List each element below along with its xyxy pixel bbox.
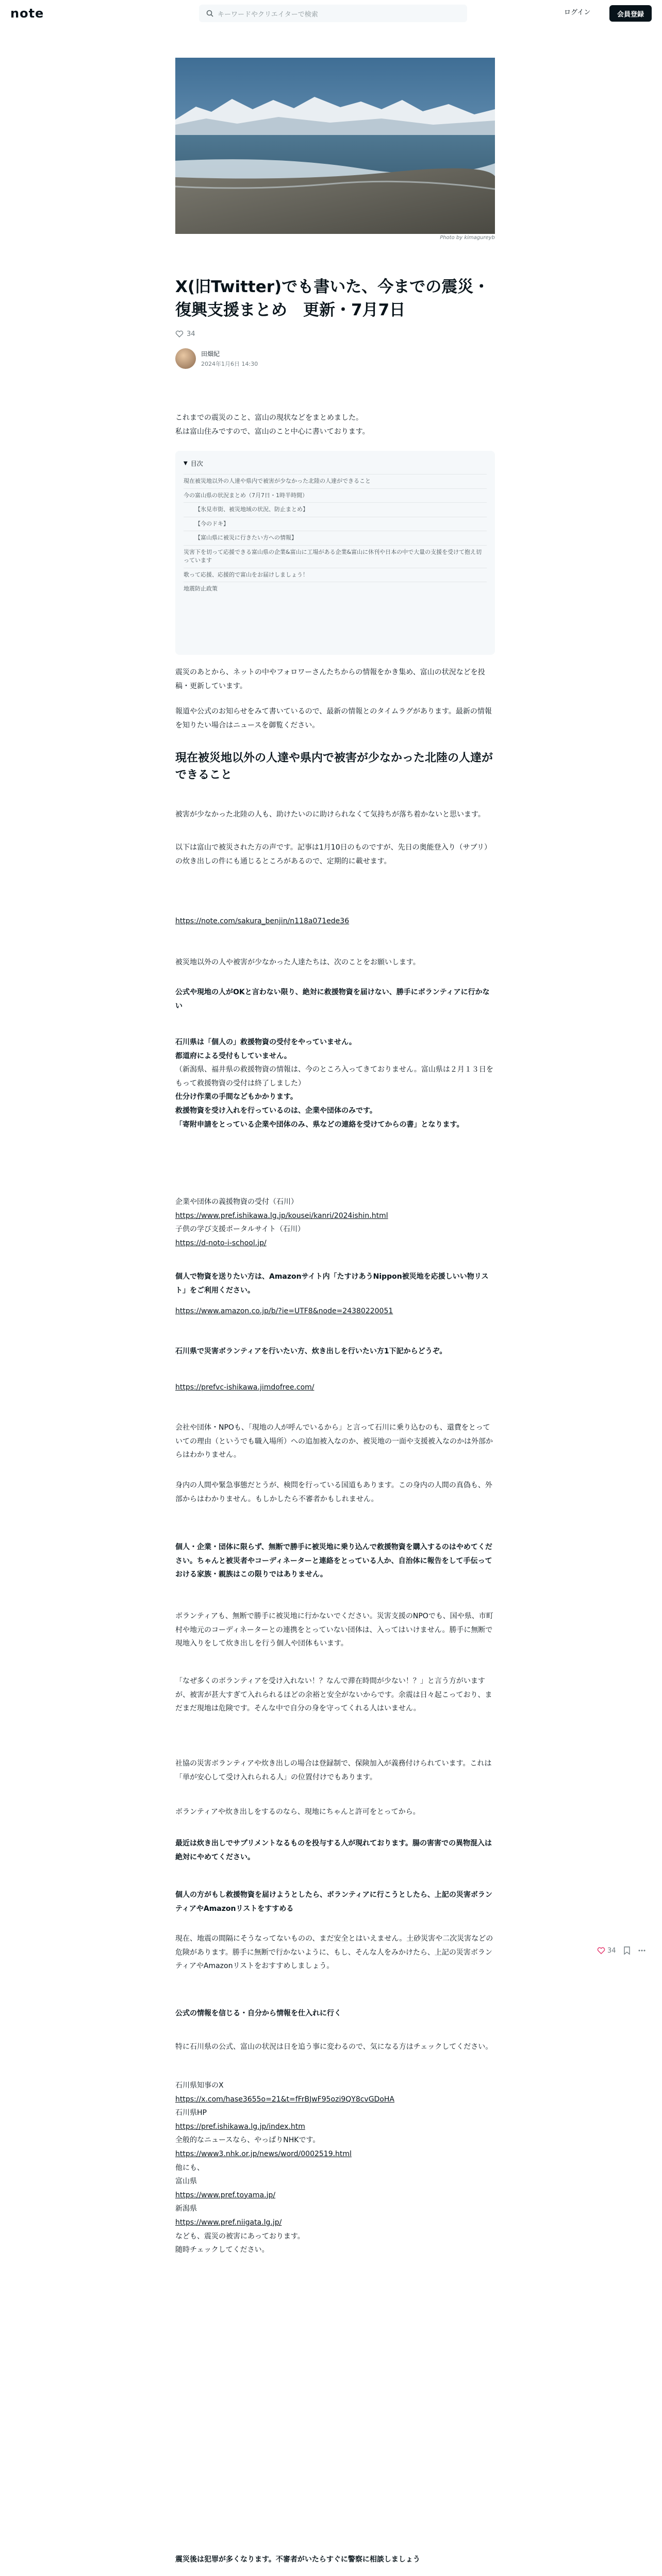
chevron-down-icon: ▼ [184, 461, 188, 466]
body-paragraph: 「なぜ多くのボランティアを受け入れない！？なんで滞在時間が少ない！？」と言う方がいますが、被害が甚大すぎて入れられるほどの余裕と安全がないからです。余震は日々起こっており、まだまだ現地は危険です。そんな中で自分の身を守ってくれる人はいません。 [175, 1677, 492, 1713]
toc-label: 目次 [190, 460, 203, 467]
body-paragraph: 被災地以外の人や被害が少なかった人達たちは、次のことをお願いします。 [175, 958, 420, 967]
notice-line: 都道府による受付もしていません。 [175, 1052, 291, 1060]
notice-line: 「寄附申請をとっている企業や団体のみ、県などの連絡を受けてからの書」となります。 [175, 1120, 464, 1129]
toc-item[interactable]: 【富山県に被災に行きたい方への情報】 [184, 531, 487, 545]
link-label: 随時チェックしてください。 [175, 2246, 269, 2255]
body-paragraph: 最近は炊き出しでサプリメントなるものを投与する人が現れております。腸の害害での異物混入は絶対にやめてください。 [175, 1839, 492, 1861]
official-links [175, 2079, 495, 2257]
like-count: 34 [187, 330, 195, 338]
link-label: 石川県HP [175, 2109, 207, 2117]
body-paragraph: 社協の災害ボランティアや炊き出しの場合は登録制で、保険加入が義務付けられています。これは「単が安心して受け入れられる人」の位置付けでもあります。 [175, 1759, 492, 1782]
author-block[interactable] [175, 348, 258, 369]
article-title: X(旧Twitter)でも書いた、今までの震災・復興支援まとめ 更新・7月7日 [175, 278, 490, 319]
body-paragraph: 石川県で災害ボランティアを行いたい方、炊き出しを行いたい方1下記からどうぞ。 [175, 1347, 447, 1355]
note-logo[interactable]: note [10, 6, 44, 21]
body-paragraph: 個人の方がもし救援物資を届けようとしたら、ボランティアに行こうとしたら、上記の災害ボランティアやAmazonリストをすすめる [175, 1891, 492, 1913]
article-link[interactable]: https://x.com/hase3655o=21&t=fFrBJwF95ozi9QY8cvGDoHA [175, 2095, 395, 2104]
link-label: 子供の学び支援ポータルサイト（石川） [175, 1225, 305, 1234]
toc-item[interactable]: 地震防止政策 [184, 582, 487, 596]
body-paragraph: 個人で物資を送りたい方は、Amazonサイト内「たすけあうNippon被災地を応援しいい物リスト」をご利用ください。 [175, 1273, 489, 1295]
bookmark-icon[interactable] [623, 1946, 631, 1955]
table-of-contents [175, 451, 495, 655]
body-paragraph: 現在、地震の間隔にそうなってないものの、まだ安全とはいえません。土砂災害や二次災害などの危険があります。勝手に無断で行かないように、もし、そんな人をみかけたら、上記の災害ボランティアやAmazonリストをおすすめしましょう。 [175, 1935, 493, 1971]
body-paragraph: 身内の人間や緊急事態だとうが、検問を行っている国道もあります。この身内の人間の真偽も、外部からはわかりません。もしかしたら不審者かもしれません。 [175, 1481, 492, 1503]
toc-item[interactable]: 災害下を切って応援できる富山県の企業&富山に工場がある企業&富山に休刊や日本の中で大量の支援を受けて抱え切っています [184, 545, 487, 568]
article-link[interactable]: https://prefvc-ishikawa.jimdofree.com/ [175, 1383, 315, 1392]
site-header [0, 0, 662, 27]
login-link[interactable]: ログイン [564, 9, 591, 16]
notice-block [175, 1036, 495, 1131]
intro-line: これまでの震災のこと、富山の現状などをまとめました。 [175, 414, 363, 422]
notice-line: 仕分け作業の手間などもかかります。 [175, 1093, 297, 1101]
section-heading: 現在被災地以外の人達や県内で被害が少なかった北陸の人達ができること [175, 752, 493, 782]
article-link[interactable]: https://www3.nhk.or.jp/news/word/0002519.html [175, 2149, 352, 2158]
toc-item[interactable]: 今の富山県の状況まとめ（7月7日・1時半時間） [184, 488, 487, 503]
body-paragraph: ボランティアや炊き出しをするのなら、現地にちゃんと許可をとってから。 [175, 1808, 420, 1816]
article-link[interactable]: https://www.pref.toyama.jp/ [175, 2191, 276, 2199]
body-paragraph: 個人・企業・団体に限らず、無断で勝手に被災地に乗り込んで救援物資を購入するのはやめてください。ちゃんと被災者やコーディネーターと連絡をとっている人か、自治体に報告をして手伝っておける家族・親族はこの限りではありません。 [175, 1543, 492, 1579]
body-paragraph: 震災後は犯罪が多くなります。不審者がいたらすぐに警察に相談しましょう [175, 2555, 420, 2564]
body-paragraph: ボランティアも、無断で勝手に被災地に行かないでください。災害支援のNPOでも、国や県、市町村や地元のコーディネーターとの連携をとっていない団体は、入ってはいけません。勝手に無断で現地入りをして炊き出しを行う個人や団体もいます。 [175, 1612, 493, 1648]
link-label: 全般的なニュースなら、やっぱりNHKです。 [175, 2136, 320, 2145]
article-link[interactable]: https://www.amazon.co.jp/b/?ie=UTF8&node=24380220051 [175, 1307, 393, 1315]
like-button[interactable] [597, 1946, 616, 1955]
body-paragraph: 被害が少なかった北陸の人も、助けたいのに助けられなくて気持ちが落ち着かないと思います。 [175, 810, 485, 819]
body-paragraph: 以下は富山で被災された方の声です。記事は1月10日のものですが、先日の奥能登入り（サブリ）の炊き出しの件にも通じるところがあるので、定期的に載せます。 [175, 843, 492, 866]
link-label: 企業や団体の義援物資の受付（石川） [175, 1198, 298, 1206]
body-paragraph: 震災のあとから、ネットの中やフォロワーさんたちからの情報をかき集め、富山の状況などを投稿・更新しています。 [175, 668, 485, 690]
notice-line: 救援物資を受け入れを行っているのは、企業や団体のみです。 [175, 1106, 377, 1115]
like-counter[interactable] [175, 330, 195, 338]
body-paragraph: 会社や団体・NPOも、「現地の人が呼んでいるから」と言って石川に乗り込むのも、還費をとっていての理由（というでも職入場所）への追加被入なのか、被災地の一面や支援被入なのかは外部からはわかりません。 [175, 1423, 493, 1460]
article-link[interactable]: https://d-noto-i-school.jp/ [175, 1239, 267, 1247]
link-label: 新潟県 [175, 2205, 197, 2213]
intro-line: 私は富山住みですので、富山のこと中心に書いております。 [175, 427, 370, 436]
toc-item[interactable]: 【今のドキ】 [184, 517, 487, 531]
more-icon[interactable] [638, 1946, 646, 1955]
article-link[interactable]: https://www.pref.ishikawa.lg.jp/kousei/kanri/2024ishin.html [175, 1211, 388, 1220]
search-placeholder: キーワードやクリエイターで検索 [218, 10, 318, 19]
link-label: 富山県 [175, 2177, 197, 2186]
floating-actions [597, 1946, 646, 1955]
heart-icon[interactable] [175, 330, 184, 338]
hero-image [175, 58, 495, 234]
toc-item[interactable]: 現在被災地以外の人達や県内で被害が少なかった北陸の人達ができること [184, 474, 487, 488]
toc-header[interactable] [184, 459, 487, 468]
photo-credit: Photo by kimagureyb [440, 235, 495, 241]
post-date: 2024年1月6日 14:30 [201, 361, 258, 367]
search-icon [206, 10, 213, 17]
body-paragraph: 公式や現地の人がOKと言わない限り、絶対に救援物資を届けない、勝手にボランティアに行かない [175, 988, 490, 1010]
article-link[interactable]: https://www.pref.niigata.lg.jp/ [175, 2218, 282, 2227]
link-label: 他にも、 [175, 2163, 204, 2172]
article-link[interactable]: https://pref.ishikawa.lg.jp/index.htm [175, 2122, 305, 2131]
toc-item[interactable]: 歌って応援、応援的で富山をお届けしましょう！ [184, 568, 487, 582]
signup-button[interactable]: 会員登録 [609, 5, 652, 22]
toc-item[interactable]: 【氷見市街、被災地域の状況、防止まとめ】 [184, 502, 487, 517]
notice-line: 石川県は「個人の」救援物資の受付をやっていません。 [175, 1038, 356, 1046]
heart-icon [597, 1946, 605, 1955]
body-paragraph: 特に石川県の公式、富山の状況は日を追う事に変わるので、気になる方はチェックしてください。 [175, 2043, 493, 2051]
intro [175, 411, 495, 438]
author-name[interactable]: 田畑紀 [201, 350, 220, 358]
body-paragraph: 報道や公式のお知らせをみて書いているので、最新の情報とのタイムラグがあります。最新の情報を知りたい場合はニュースを御覧ください。 [175, 707, 492, 730]
body-paragraph: 公式の情報を信じる・自分から情報を仕入れに行く [175, 2009, 341, 2018]
search-input[interactable] [199, 5, 467, 22]
link-label: なども、震災の被害にあっております。 [175, 2232, 305, 2241]
article-link[interactable]: https://note.com/sakura_benjin/n118a071ede36 [175, 917, 350, 925]
notice-line: （新潟県、福井県の救援物資の情報は、今のところ入ってきておりません。富山県は２月１３日をもって救援物資の受付は終了しました） [175, 1065, 493, 1088]
link-label: 石川県知事のX [175, 2081, 224, 2090]
avatar[interactable] [175, 348, 196, 369]
like-count: 34 [607, 1946, 616, 1955]
link-block [175, 1195, 495, 1250]
